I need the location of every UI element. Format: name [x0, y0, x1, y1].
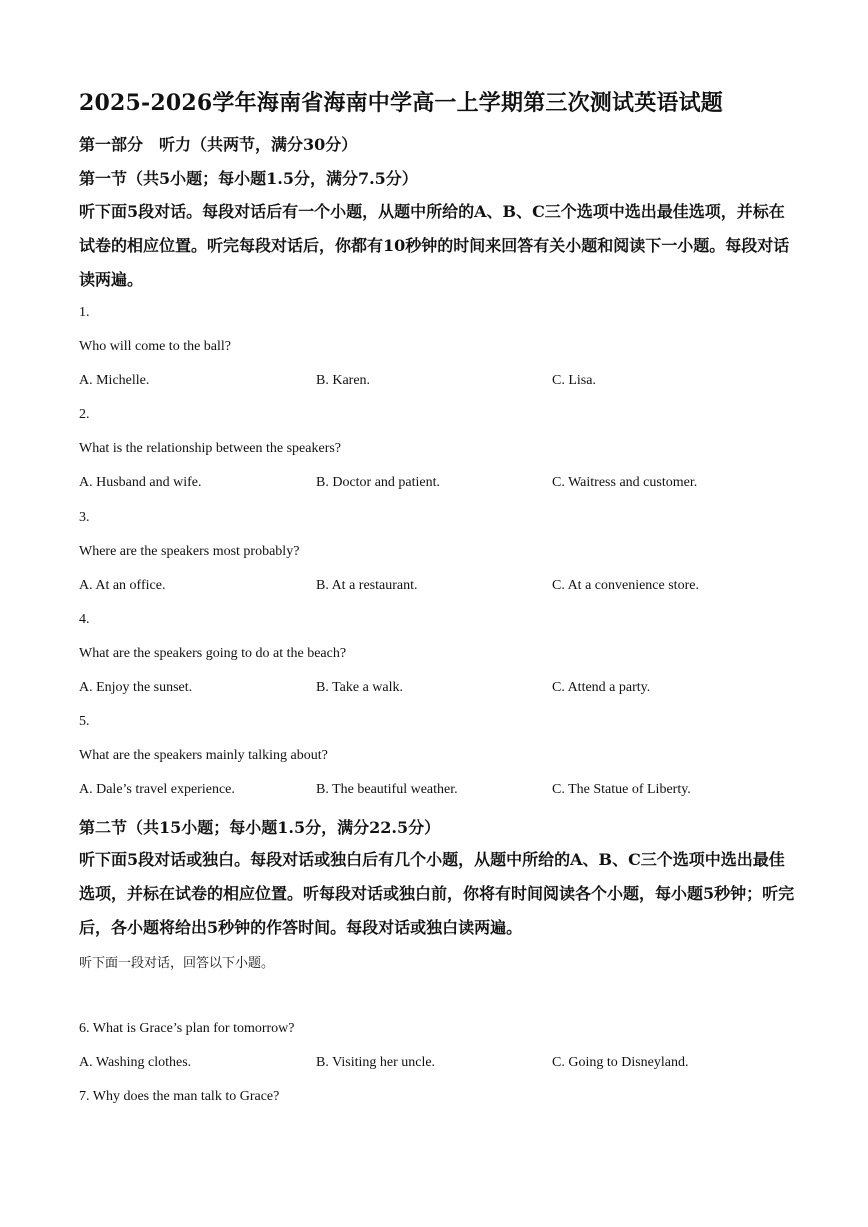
section1-heading: 第一节（共5小题；每小题1.5分，满分7.5分） — [79, 169, 418, 188]
question-stem: What is the relationship between the speakers? — [79, 441, 342, 456]
option-c: C. Lisa. — [552, 373, 596, 388]
option-a: A. At an office. — [79, 578, 166, 593]
options-row — [79, 578, 799, 598]
options-row — [79, 475, 799, 495]
question-stem: What are the speakers going to do at the beach? — [79, 646, 347, 661]
section2-instructions: 听下面5段对话或独白。每段对话或独白后有几个小题，从题中所给的A、B、C三个选项中选出最佳选项，并标在试卷的相应位置。听每段对话或独白前，你将有时间阅读各个小题，每小题5秒钟；听完后，各小题将给出5秒钟的作答时间。每段对话或独白读两遍。 — [79, 850, 795, 937]
option-b: B. At a restaurant. — [316, 578, 418, 593]
option-b: B. Karen. — [316, 373, 371, 388]
option-c: C. Going to Disneyland. — [552, 1055, 689, 1070]
option-c: C. At a convenience store. — [552, 578, 699, 593]
question-stem: Where are the speakers most probably? — [79, 544, 300, 559]
question-number: 4. — [79, 612, 90, 627]
option-c: C. Attend a party. — [552, 680, 651, 695]
option-c: C. Waitress and customer. — [552, 475, 698, 490]
options-row — [79, 1055, 799, 1075]
question-stem: Who will come to the ball? — [79, 339, 232, 354]
option-b: B. Visiting her uncle. — [316, 1055, 436, 1070]
question-stem: 7. Why does the man talk to Grace? — [79, 1089, 280, 1104]
question-number: 1. — [79, 305, 90, 320]
question-number: 5. — [79, 714, 90, 729]
options-row — [79, 782, 799, 802]
question-number: 3. — [79, 510, 90, 525]
option-c: C. The Statue of Liberty. — [552, 782, 691, 797]
section1-instructions: 听下面5段对话。每段对话后有一个小题，从题中所给的A、B、C三个选项中选出最佳选项，并标在试卷的相应位置。听完每段对话后，你都有10秒钟的时间来回答有关小题和阅读下一小题。每段对话读两遍。 — [79, 202, 790, 289]
question-stem: What are the speakers mainly talking about? — [79, 748, 328, 763]
option-a: A. Dale’s travel experience. — [79, 782, 235, 797]
exam-title: 2025-2026学年海南省海南中学高一上学期第三次测试英语试题 — [79, 90, 723, 116]
question-number: 2. — [79, 407, 90, 422]
option-a: A. Enjoy the sunset. — [79, 680, 193, 695]
dialogue-intro: 听下面一段对话，回答以下小题。 — [79, 956, 275, 971]
option-b: B. Take a walk. — [316, 680, 404, 695]
options-row — [79, 680, 799, 700]
question-stem: 6. What is Grace’s plan for tomorrow? — [79, 1021, 295, 1036]
part1-heading: 第一部分 听力（共两节，满分30分） — [79, 135, 358, 154]
section2-heading: 第二节（共15小题；每小题1.5分，满分22.5分） — [79, 818, 441, 837]
option-b: B. The beautiful weather. — [316, 782, 458, 797]
options-row — [79, 373, 799, 393]
option-a: A. Washing clothes. — [79, 1055, 192, 1070]
option-a: A. Husband and wife. — [79, 475, 202, 490]
option-b: B. Doctor and patient. — [316, 475, 441, 490]
option-a: A. Michelle. — [79, 373, 150, 388]
